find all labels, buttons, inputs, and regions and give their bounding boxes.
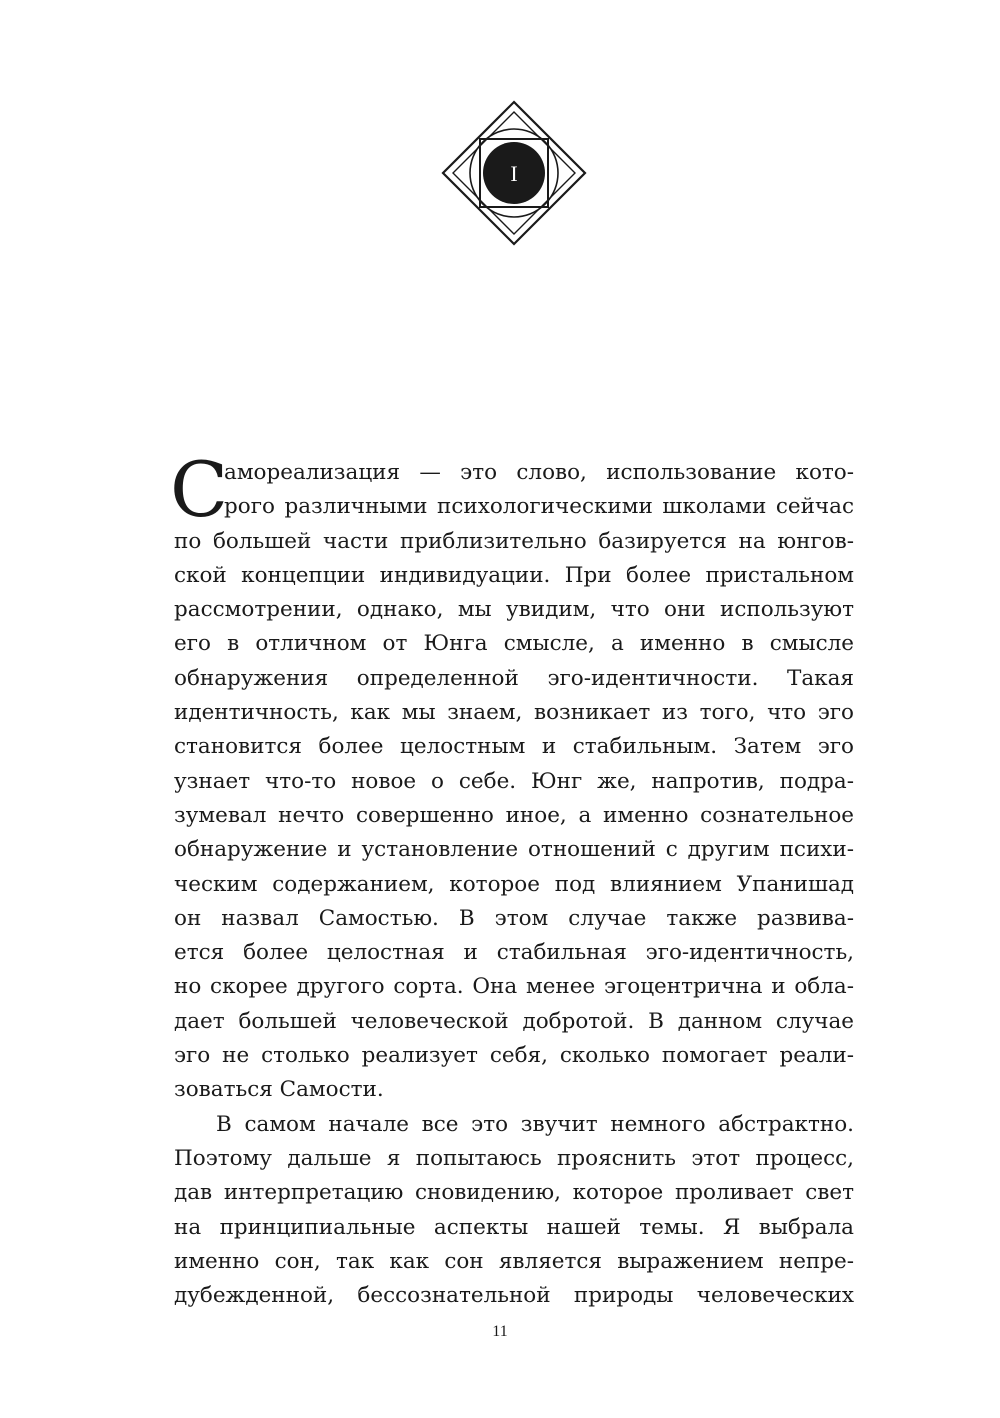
dropcap: С (170, 445, 229, 534)
page-number: 11 (492, 1323, 508, 1340)
text-line: его в отличном от Юнга смысле, а именно в смысле (174, 631, 854, 657)
text-line: зоваться Самости. (174, 1077, 384, 1103)
text-line: он назвал Самостью. В этом случае также развива- (174, 905, 854, 931)
text-line: амореализация — это слово, использование кото- (224, 460, 854, 485)
text-line: ется более целостная и стабильная эго-идентичность, (174, 940, 854, 966)
text-line: рого различными психологическими школами сейчас (224, 494, 854, 520)
text-line: идентичность, как мы знаем, возникает из того, что эго (174, 700, 854, 726)
text-line: дубежденной, бессознательной природы человеческих (174, 1283, 854, 1309)
text-line: именно сон, так как сон является выражением непре- (174, 1248, 854, 1274)
text-line: Поэтому дальше я попытаюсь прояснить этот процесс, (174, 1145, 854, 1171)
chapter-emblem-icon (441, 100, 587, 246)
text-line: зумевал нечто совершенно иное, а именно сознательное (174, 802, 854, 828)
text-line: обнаружение и установление отношений с другим психи- (174, 837, 854, 863)
text-line: становится более целостным и стабильным. Затем эго (174, 734, 854, 760)
body-text (170, 445, 854, 1313)
text-line: на принципиальные аспекты нашей темы. Я выбрала (174, 1214, 854, 1240)
text-line: по большей части приблизительно базируется на юнгов- (174, 528, 854, 554)
text-line: ческим содержанием, которое под влиянием Упанишад (174, 871, 854, 897)
text-line: но скорее другого сорта. Она менее эгоцентрична и обла- (174, 974, 854, 1000)
text-line: узнает что-то новое о себе. Юнг же, напротив, подра- (174, 768, 854, 794)
text-line: эго не столько реализует себя, сколько помогает реали- (174, 1043, 854, 1069)
text-line: рассмотрении, однако, мы увидим, что они используют (174, 597, 854, 623)
text-line: В самом начале все это звучит немного абстрактно. (216, 1111, 854, 1137)
text-line: дав интерпретацию сновидению, которое проливает свет (174, 1180, 854, 1206)
chapter-emblem (441, 100, 587, 246)
text-line: ской концепции индивидуации. При более пристальном (174, 562, 854, 588)
text-line: обнаружения определенной эго-идентичности. Такая (174, 665, 854, 691)
text-line: дает большей человеческой добротой. В данном случае (174, 1008, 854, 1034)
chapter-numeral: I (510, 161, 518, 186)
